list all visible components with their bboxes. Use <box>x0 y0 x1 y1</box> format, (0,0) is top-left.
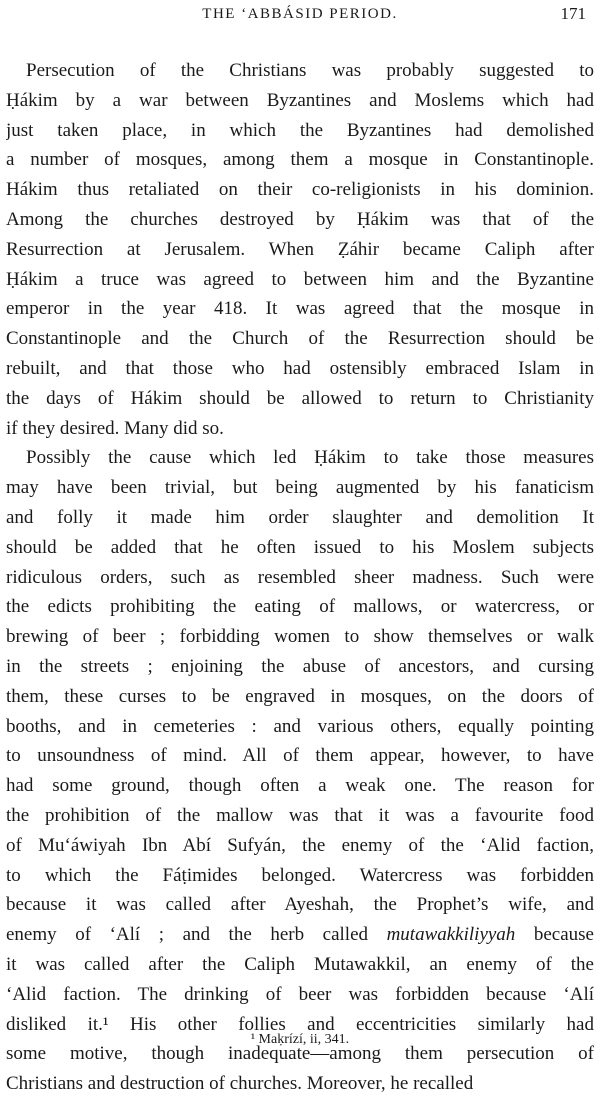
text-line: booths, and in cemeteries : and various others, equally pointing <box>6 715 594 737</box>
text-line: Ḥákim a truce was agreed to between him and the Byzantine <box>6 268 594 290</box>
text-line: a number of mosques, among them a mosque in Constantinople. <box>6 149 594 171</box>
text-line: Among the churches destroyed by Ḥákim was that of the <box>6 208 594 230</box>
page-number: 171 <box>560 4 586 23</box>
text-line: should be added that he often issued to his Moslem subjects <box>6 536 594 558</box>
paragraph <box>6 56 594 443</box>
text-line: Ḥákim by a war between Byzantines and Moslems which had <box>6 89 594 111</box>
text-line: to unsoundness of mind. All of them appear, however, to have <box>6 745 594 767</box>
text-line: Constantinople and the Church of the Resurrection should be <box>6 328 594 350</box>
text-line: enemy of ‘Alí ; and the herb called mutawakkiliyyah because <box>6 924 594 946</box>
text-line: in the streets ; enjoining the abuse of ancestors, and cursing <box>6 655 594 677</box>
text-line: Christians and destruction of churches. Moreover, he recalled <box>6 1073 474 1095</box>
text-line: Persecution of the Christians was probably suggested to <box>26 60 594 81</box>
text-line: may have been trivial, but being augmented by his fanaticism <box>6 477 594 499</box>
text-line: it was called after the Caliph Mutawakkil, an enemy of the <box>6 953 594 975</box>
text-line: if they desired. Many did so. <box>6 417 224 439</box>
body-text <box>6 56 594 1099</box>
footnote: ¹ Maḳrízí, ii, 341. <box>250 1032 350 1047</box>
text-line: Resurrection at Jerusalem. When Ẓáhir became Caliph after <box>6 238 594 260</box>
text-line: ridiculous orders, such as resembled sheer madness. Such were <box>6 566 594 588</box>
text-line: ‘Alid faction. The drinking of beer was forbidden because ‘Alí <box>6 983 594 1005</box>
text-line: some motive, though inadequate—among them persecution of <box>6 1043 594 1065</box>
paragraph <box>6 443 594 1099</box>
text-line: Possibly the cause which led Ḥákim to take those measures <box>26 447 594 469</box>
text-line: emperor in the year 418. It was agreed that the mosque in <box>6 298 594 320</box>
page-header <box>0 4 600 30</box>
text-line: because it was called after Ayeshah, the Prophet’s wife, and <box>6 894 594 916</box>
text-line: the prohibition of the mallow was that it was a favourite food <box>6 804 594 826</box>
text-line: disliked it.¹ His other follies and eccentricities similarly had <box>6 1013 594 1035</box>
text-line: Hákim thus retaliated on their co-religionists in his dominion. <box>6 179 594 201</box>
text-line: to which the Fáṭimides belonged. Watercress was forbidden <box>6 864 594 886</box>
text-line: the days of Hákim should be allowed to return to Christianity <box>6 387 594 409</box>
running-title: THE ‘ABBÁSID PERIOD. <box>202 6 398 22</box>
text-line: of Mu‘áwiyah Ibn Abí Sufyán, the enemy of the ‘Alid faction, <box>6 834 594 856</box>
text-line: brewing of beer ; forbidding women to show themselves or walk <box>6 626 594 648</box>
text-line: had some ground, though often a weak one. The reason for <box>6 775 594 797</box>
italic-term: mutawakkiliyyah <box>386 924 516 946</box>
text-line: the edicts prohibiting the eating of mallows, or watercress, or <box>6 596 594 618</box>
text-line: them, these curses to be engraved in mosques, on the doors of <box>6 685 594 707</box>
text-line: and folly it made him order slaughter and demolition It <box>6 506 594 528</box>
text-line: rebuilt, and that those who had ostensibly embraced Islam in <box>6 357 594 379</box>
text-line: just taken place, in which the Byzantines had demolished <box>6 119 594 141</box>
